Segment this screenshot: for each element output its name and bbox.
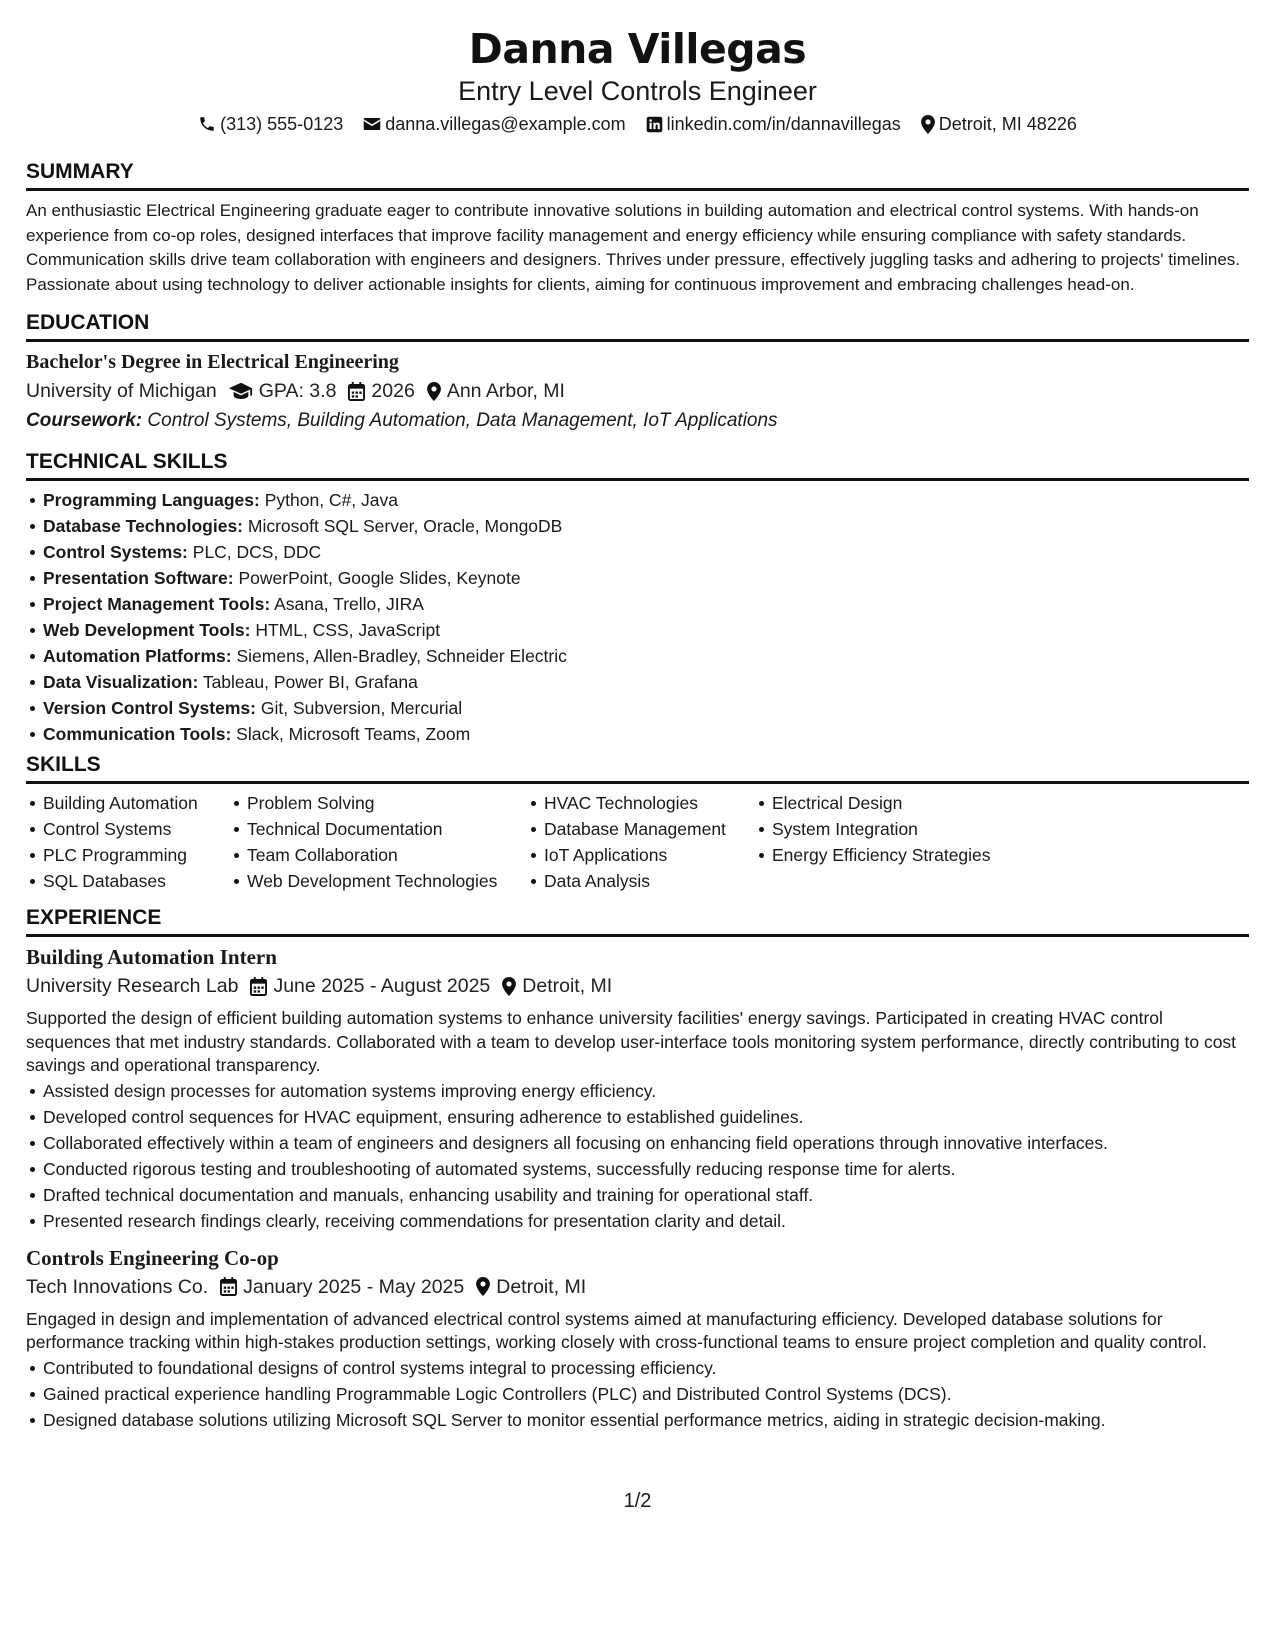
company-name: University Research Lab	[26, 975, 239, 997]
phone-text: (313) 555-0123	[220, 114, 344, 134]
skill-label: Presentation Software:	[43, 568, 234, 588]
candidate-role: Entry Level Controls Engineer	[458, 76, 817, 106]
list-item: System Integration	[772, 816, 1032, 842]
skill-value: Python, C#, Java	[264, 490, 398, 510]
graduation-year: 2026	[371, 380, 415, 402]
job-bullets	[26, 1078, 1249, 1234]
email-text[interactable]: danna.villegas@example.com	[385, 114, 626, 134]
list-item: Electrical Design	[772, 790, 1032, 816]
list-item: Gained practical experience handling Programmable Logic Controllers (PLC) and Distributed Control Systems (DCS).	[43, 1381, 1249, 1407]
contact-linkedin[interactable]	[646, 112, 901, 136]
job-description: Engaged in design and implementation of advanced electrical control systems aimed at manufacturing efficiency. Developed database solutions for performance tracking within high-stakes production settings, working closely with cross-functional teams to ensure project completion and quality control.	[26, 1308, 1207, 1352]
envelope-icon	[363, 116, 381, 132]
list-item	[43, 565, 1249, 591]
technical-skills-section	[26, 448, 1249, 747]
list-item: Team Collaboration	[247, 842, 527, 868]
degree-title: Bachelor's Degree in Electrical Engineering	[26, 351, 399, 373]
list-item	[43, 669, 1249, 695]
job-description: Supported the design of efficient building automation systems to enhance university facilities' energy savings. Participated in creating HVAC control sequences that met industry standards. Collaborated with a team to develop user-interface tools monitoring system performance, directly contributing to cost savings and operational transparency.	[26, 1008, 1237, 1075]
list-item: Data Analysis	[544, 868, 755, 894]
education-meta	[26, 376, 1249, 406]
list-item	[43, 591, 1249, 617]
school-name: University of Michigan	[26, 380, 217, 402]
job-bullets	[26, 1355, 1249, 1433]
calendar-icon	[250, 977, 267, 996]
list-item: Problem Solving	[247, 790, 527, 816]
list-item	[43, 487, 1249, 513]
list-item: Control Systems	[43, 816, 230, 842]
page-number: 1/2	[623, 1490, 652, 1512]
skill-label: Project Management Tools:	[43, 594, 271, 614]
skill-label: Version Control Systems:	[43, 698, 256, 718]
location-pin-icon	[476, 1277, 490, 1296]
list-item	[43, 539, 1249, 565]
job-meta	[26, 1272, 1249, 1302]
skills-column-2	[230, 790, 527, 894]
contact-phone	[198, 112, 343, 136]
skills-column-1	[26, 790, 230, 894]
list-item: Designed database solutions utilizing Microsoft SQL Server to monitor essential performance metrics, aiding in strategic decision-making.	[43, 1407, 1249, 1433]
list-item: Drafted technical documentation and manuals, enhancing usability and training for operational staff.	[43, 1182, 1249, 1208]
skill-value: Tableau, Power BI, Grafana	[202, 672, 418, 692]
list-item: Building Automation	[43, 790, 230, 816]
skills-column-4	[755, 790, 1032, 894]
contact-location	[921, 112, 1077, 136]
list-item: Energy Efficiency Strategies	[772, 842, 1032, 868]
list-item: Assisted design processes for automation systems improving energy efficiency.	[43, 1078, 1249, 1104]
list-item: PLC Programming	[43, 842, 230, 868]
list-item: Contributed to foundational designs of control systems integral to processing efficiency.	[43, 1355, 1249, 1381]
skill-label: Web Development Tools:	[43, 620, 251, 640]
list-item	[43, 721, 1249, 747]
list-item: HVAC Technologies	[544, 790, 755, 816]
job-dates: January 2025 - May 2025	[243, 1275, 465, 1298]
list-item: Technical Documentation	[247, 816, 527, 842]
skill-label: Control Systems:	[43, 542, 188, 562]
list-item: Database Management	[544, 816, 755, 842]
summary-title: SUMMARY	[26, 158, 1249, 191]
skill-label: Automation Platforms:	[43, 646, 232, 666]
list-item	[43, 643, 1249, 669]
coursework	[26, 406, 1249, 436]
list-item: Conducted rigorous testing and troubleshooting of automated systems, successfully reducing response time for alerts.	[43, 1156, 1249, 1182]
calendar-icon	[348, 382, 365, 401]
skill-label: Data Visualization:	[43, 672, 199, 692]
resume-header	[26, 22, 1249, 136]
skill-value: PLC, DCS, DDC	[192, 542, 322, 562]
skill-value: HTML, CSS, JavaScript	[255, 620, 441, 640]
contact-bar	[26, 112, 1249, 136]
summary-section	[26, 158, 1249, 297]
list-item: Web Development Technologies	[247, 868, 527, 894]
coursework-label: Coursework:	[26, 410, 143, 431]
location-pin-icon	[427, 382, 441, 401]
school-location: Ann Arbor, MI	[446, 380, 565, 402]
location-pin-icon	[502, 977, 516, 996]
job-title: Controls Engineering Co-op	[26, 1245, 279, 1270]
experience-section	[26, 904, 1249, 1433]
contact-email[interactable]	[363, 112, 625, 136]
linkedin-icon	[646, 116, 663, 133]
list-item: SQL Databases	[43, 868, 230, 894]
calendar-icon	[220, 1277, 237, 1296]
education-title: EDUCATION	[26, 309, 1249, 342]
list-item: Collaborated effectively within a team of engineers and designers all focusing on enhancing field operations through innovative interfaces.	[43, 1130, 1249, 1156]
graduation-cap-icon	[229, 382, 253, 400]
skill-value: Microsoft SQL Server, Oracle, MongoDB	[247, 516, 563, 536]
gpa-text: GPA: 3.8	[258, 380, 337, 402]
list-item	[43, 695, 1249, 721]
list-item: IoT Applications	[544, 842, 755, 868]
list-item	[43, 513, 1249, 539]
skill-label: Database Technologies:	[43, 516, 244, 536]
skills-grid	[26, 790, 1249, 894]
coursework-list: Control Systems, Building Automation, Data Management, IoT Applications	[147, 410, 778, 431]
list-item: Presented research findings clearly, receiving commendations for presentation clarity and detail.	[43, 1208, 1249, 1234]
skill-value: Slack, Microsoft Teams, Zoom	[236, 724, 471, 744]
skill-label: Programming Languages:	[43, 490, 260, 510]
candidate-name: Danna Villegas	[468, 25, 807, 73]
job-entry	[26, 1244, 1249, 1433]
job-entry	[26, 943, 1249, 1234]
skill-value: Asana, Trello, JIRA	[274, 594, 424, 614]
skill-value: PowerPoint, Google Slides, Keynote	[238, 568, 521, 588]
list-item	[43, 617, 1249, 643]
skills-column-3	[527, 790, 755, 894]
skills-section	[26, 751, 1249, 894]
technical-skills-title: TECHNICAL SKILLS	[26, 448, 1249, 481]
technical-skills-list	[26, 487, 1249, 747]
job-dates: June 2025 - August 2025	[273, 975, 491, 997]
summary-text: An enthusiastic Electrical Engineering graduate eager to contribute innovative solutions in building automation and electrical control systems. With hands-on experience from co-op roles, designed interfaces that improve facility management and energy efficiency while ensuring compliance with safety standards. Communication skills drive team collaboration with engineers and designers. Thrives under pressure, effectively juggling tasks and adhering to projects' timelines. Passionate about using technology to deliver actionable insights for clients, aiming for continuous improvement and embracing challenges head-on.	[26, 201, 1241, 294]
skill-value: Git, Subversion, Mercurial	[260, 698, 463, 718]
job-meta	[26, 971, 1249, 1001]
skill-label: Communication Tools:	[43, 724, 232, 744]
location-pin-icon	[921, 115, 935, 134]
linkedin-text[interactable]: linkedin.com/in/dannavillegas	[666, 114, 901, 134]
job-location: Detroit, MI	[496, 1275, 587, 1298]
list-item: Developed control sequences for HVAC equipment, ensuring adherence to established guidelines.	[43, 1104, 1249, 1130]
phone-icon	[198, 115, 216, 133]
skill-value: Siemens, Allen-Bradley, Schneider Electric	[236, 646, 567, 666]
location-text: Detroit, MI 48226	[938, 114, 1077, 134]
company-name: Tech Innovations Co.	[26, 1275, 209, 1298]
job-location: Detroit, MI	[522, 975, 613, 997]
experience-title: EXPERIENCE	[26, 904, 1249, 937]
job-title: Building Automation Intern	[26, 945, 277, 969]
skills-title: SKILLS	[26, 751, 1249, 784]
education-section	[26, 309, 1249, 436]
